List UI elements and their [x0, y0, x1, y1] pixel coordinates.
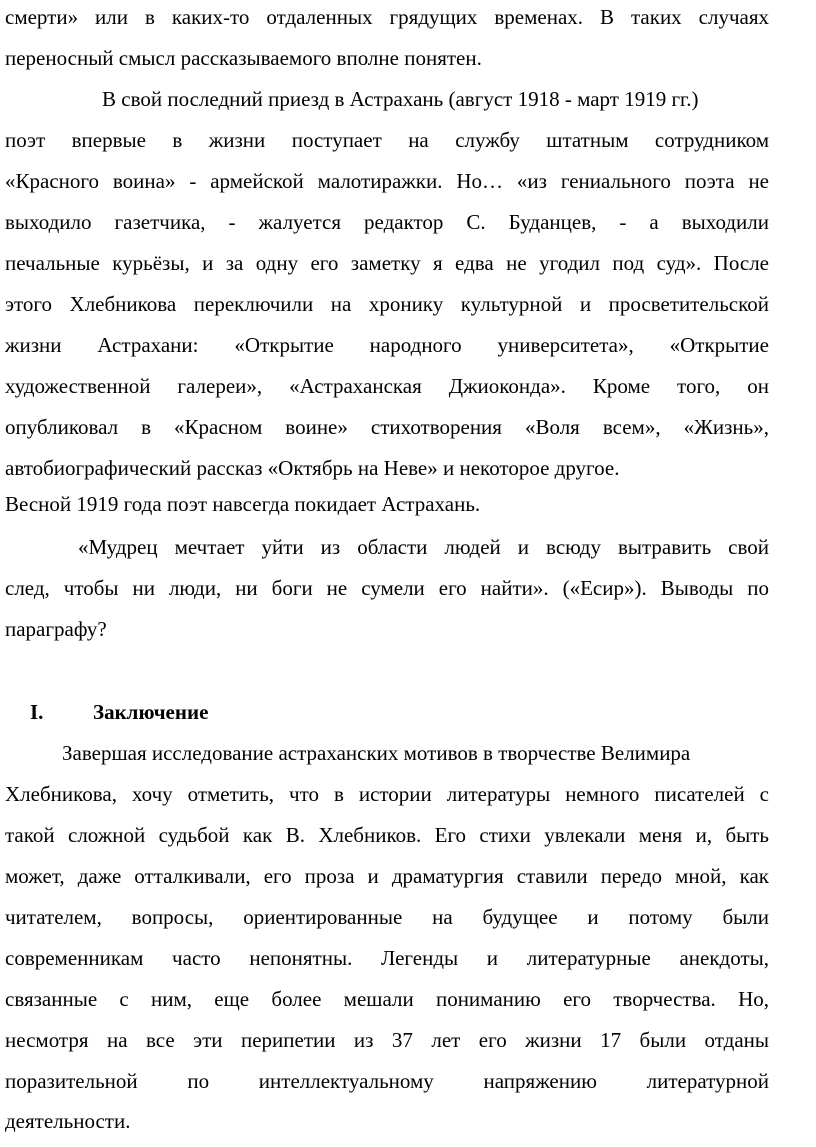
text-line: жизни Астрахани: «Открытие народного университета», «Открытие: [5, 333, 769, 357]
text-line: деятельности.: [5, 1109, 131, 1133]
text-line: Хлебникова, хочу отметить, что в истории литературы немного писателей с: [5, 782, 769, 806]
text-line: может, даже отталкивали, его проза и драматургия ставили передо мной, как: [5, 864, 769, 888]
text-line: печальные курьёзы, и за одну его заметку я едва не угодил под суд». После: [5, 251, 769, 275]
section-title: Заключение: [93, 700, 209, 724]
text-line: поразительной по интеллектуальному напряжению литературной: [5, 1069, 769, 1093]
text-line: такой сложной судьбой как В. Хлебников. Его стихи увлекали меня и, быть: [5, 823, 769, 847]
text-line: несмотря на все эти перипетии из 37 лет его жизни 17 были отданы: [5, 1028, 769, 1052]
text-line: параграфу?: [5, 617, 107, 641]
text-line: «Мудрец мечтает уйти из области людей и всюду вытравить свой: [78, 535, 769, 559]
text-line: В свой последний приезд в Астрахань (август 1918 - март 1919 гг.): [102, 87, 699, 111]
text-line: художественной галереи», «Астраханская Джиоконда». Кроме того, он: [5, 374, 769, 398]
text-line: Весной 1919 года поэт навсегда покидает Астрахань.: [5, 492, 481, 516]
text-line: опубликовал в «Красном воине» стихотворения «Воля всем», «Жизнь»,: [5, 415, 769, 439]
text-line: автобиографический рассказ «Октябрь на Неве» и некоторое другое.: [5, 456, 620, 480]
section-number: I.: [30, 700, 44, 724]
text-line: смерти» или в каких-то отдаленных грядущих временах. В таких случаях: [5, 5, 769, 29]
text-line: связанные с ним, еще более мешали пониманию его творчества. Но,: [5, 987, 769, 1011]
text-line: современникам часто непонятны. Легенды и литературные анекдоты,: [5, 946, 769, 970]
text-line: выходило газетчика, - жалуется редактор С. Буданцев, - а выходили: [5, 210, 769, 234]
text-line: поэт впервые в жизни поступает на службу штатным сотрудником: [5, 128, 769, 152]
text-line: «Красного воина» - армейской малотиражки. Но… «из гениального поэта не: [5, 169, 769, 193]
text-line: след, чтобы ни люди, ни боги не сумели его найти». («Есир»). Выводы по: [5, 576, 769, 600]
text-line: Завершая исследование астраханских мотивов в творчестве Велимира: [62, 741, 691, 765]
text-line: читателем, вопросы, ориентированные на будущее и потому были: [5, 905, 769, 929]
text-line: переносный смысл рассказываемого вполне понятен.: [5, 46, 482, 70]
text-line: этого Хлебникова переключили на хронику культурной и просветительской: [5, 292, 769, 316]
